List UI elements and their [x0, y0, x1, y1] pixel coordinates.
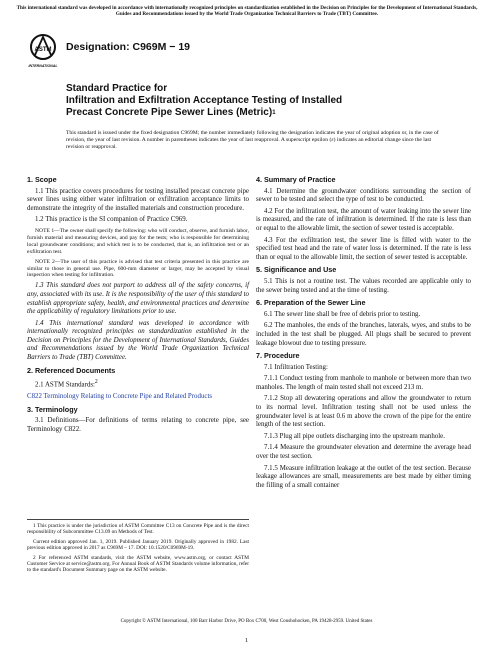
title-line-3: Precast Concrete Pipe Sewer Lines (Metric)$^1$ — [66, 107, 276, 118]
standard-issuance-note: This standard is issued under the fixed designation C969M; the number immediately following the designation indicates the year of original adoption or, in the case of revision, the year of last revision. A number in parentheses indicates the year of last reapproval. A superscript epsilon (ε) indicates an editorial change since the last revision or reapproval. — [66, 130, 439, 150]
copyright-footer: Copyright © ASTM International, 100 Barr Harbor Drive, PO Box C700, West Conshohocken, PA 19428-2959. United States — [120, 619, 373, 624]
title-footnote-mark[interactable]: 1 — [272, 110, 276, 116]
section-3-heading: 3. Terminology — [27, 404, 78, 414]
right-column — [256, 172, 471, 493]
wto-notice: This international standard was developed in accordance with internationally recognized principles on standardization established in the Decision on Principles for the Development of International Standards, Guides and Recommendations issued by the World Trade Organization Technical Barriers to Trade (TBT) Committee. — [16, 5, 478, 18]
document-title — [66, 83, 446, 119]
designation: Designation: C969M − 19 — [66, 41, 190, 53]
page-number: 1 — [244, 637, 249, 644]
paragraph-7-1-1: 7.1.1 Conduct testing from manhole to manhole or between more than two manholes. The length of main tested shall not exceed 213 m. — [256, 375, 471, 391]
section-2-heading: 2. Referenced Documents — [27, 365, 116, 375]
paragraph-6-1: 6.1 The sewer line shall be free of debris prior to testing. — [264, 310, 421, 318]
paragraph-1-2: 1.2 This practice is the SI companion of Practice C969. — [35, 216, 188, 224]
paragraph-7-1-4: 7.1.4 Measure the groundwater elevation and determine the average head over the test section. — [256, 444, 471, 461]
paragraph-2-1: 2.1 ASTM Standards:$^2$ — [35, 379, 98, 389]
footnotes — [27, 519, 249, 577]
note-1: NOTE 1—The owner shall specify the following: who will conduct, observe, and furnish labor, furnish material and measuring devices, and pay for the tests; who is responsible for determining local groundwater conditions; and which test is to be conducted, that is, an infiltration test or an exfiltration test. — [27, 227, 249, 255]
reference-c822-title[interactable]: Terminology Relating to Concrete Pipe and Related Products — [43, 393, 213, 401]
paragraph-1-1: 1.1 This practice covers procedures for testing installed precast concrete pipe sewer lines using either water infiltration or exfiltration acceptance limits to demonstrate the integrity of the installed materials and construction procedure. — [27, 187, 249, 212]
title-line-2: Infiltration and Exfiltration Acceptance Testing of Installed — [66, 95, 343, 106]
paragraph-7-1-3: 7.1.3 Plug all pipe outlets discharging into the upstream manhole. — [264, 432, 445, 440]
paragraph-1-4: 1.4 This international standard was developed in accordance with internationally recognized principles on standardization established in the Decision on Principles for the Development of International Standards, Guides and Recommendations issued by the World Trade Organization Technical Barriers to Trade (TBT) Committee. — [27, 319, 249, 362]
section-6-heading: 6. Preparation of the Sewer Line — [256, 298, 366, 308]
paragraph-7-1-5: 7.1.5 Measure infiltration leakage at the outlet of the test section. Because leakage allowances are small, measurements are best made by either timing the filling of a small container — [256, 464, 471, 489]
svg-text:INTERNATIONAL: INTERNATIONAL — [28, 64, 58, 68]
paragraph-1-3: 1.3 This standard does not purport to address all of the safety concerns, if any, associated with its use. It is the responsibility of the user of this standard to establish appropriate safety, health, and environmental practices and determine the applicability of regulatory limitations prior to use. — [27, 282, 249, 316]
note-2: NOTE 2—The user of this practice is advised that test criteria presented in this practice are similar to those in general use. Pipe, 600-mm diameter or larger, may be accepted by visual inspection when testing for infiltration. — [27, 258, 249, 279]
astm-logo-icon — [28, 33, 58, 75]
paragraph-4-2: 4.2 For the infiltration test, the amount of water leaking into the sewer line is measured, and the rate of infiltration is determined. If the rate is less than or equal to the allowable limit, the section of sewer tested is acceptable. — [256, 207, 471, 232]
paragraph-6-2: 6.2 The manholes, the ends of the branches, laterals, wyes, and stubs to be included in the test shall be plugged. All plugs shall be secured to prevent leakage blowout due to testing pressure. — [256, 322, 471, 347]
footnote-2: 2 For referenced ASTM standards, visit the ASTM website, www.astm.org, or contact ASTM Customer Service at service@astm.org. For Annual Book of ASTM Standards volume information, refer to the standard's Document Summary page on the ASTM website. — [27, 554, 249, 574]
title-line-1: Standard Practice for — [66, 83, 168, 94]
paragraph-7-1-2: 7.1.2 Stop all dewatering operations and allow the groundwater to return to its normal level. Infiltration testing shall not be used unless the groundwater level is at least 0.6 m above the crown of the pipe for the entire length of the test section. — [256, 395, 471, 429]
section-5-heading: 5. Significance and Use — [256, 265, 337, 275]
reference-c822-link[interactable]: C822 — [27, 393, 42, 401]
section-4-heading: 4. Summary of Practice — [256, 175, 336, 184]
paragraph-7-1: 7.1 Infiltration Testing: — [264, 363, 328, 371]
footnote-1: 1 This practice is under the jurisdiction of ASTM Committee C13 on Concrete Pipe and is the direct responsibility of Subcommittee C13.09 on Methods of Test. — [27, 523, 249, 536]
section-7-heading: 7. Procedure — [256, 351, 300, 361]
section-1-heading: 1. Scope — [27, 175, 57, 184]
left-column — [27, 172, 249, 438]
reference-c822 — [27, 393, 249, 402]
svg-text:ASTM: ASTM — [34, 47, 52, 53]
footnote-2-mark[interactable]: 2 — [94, 379, 98, 386]
footnote-1-edition: Current edition approved Jan. 1, 2019. Published January 2019. Originally approved in 1982. Last previous edition approved in 2017 as C969M – 17. DOI: 10.1520/C0969M-19. — [27, 538, 249, 552]
paragraph-5-1: 5.1 This is not a routine test. The values recorded are applicable only to the sewer being tested and at the time of testing. — [256, 277, 471, 294]
paragraph-3-1: 3.1 Definitions—For definitions of terms relating to concrete pipe, see Terminology C822. — [27, 417, 249, 433]
paragraph-4-1: 4.1 Determine the groundwater conditions surrounding the section of sewer to be tested and select the type of test to be conducted. — [256, 187, 471, 204]
paragraph-4-3: 4.3 For the exfiltration test, the sewer line is filled with water to the specified test head and the rate of water loss is determined. If the rate is less than or equal to the allowable limit, the section of sewer tested is acceptable. — [256, 236, 471, 261]
